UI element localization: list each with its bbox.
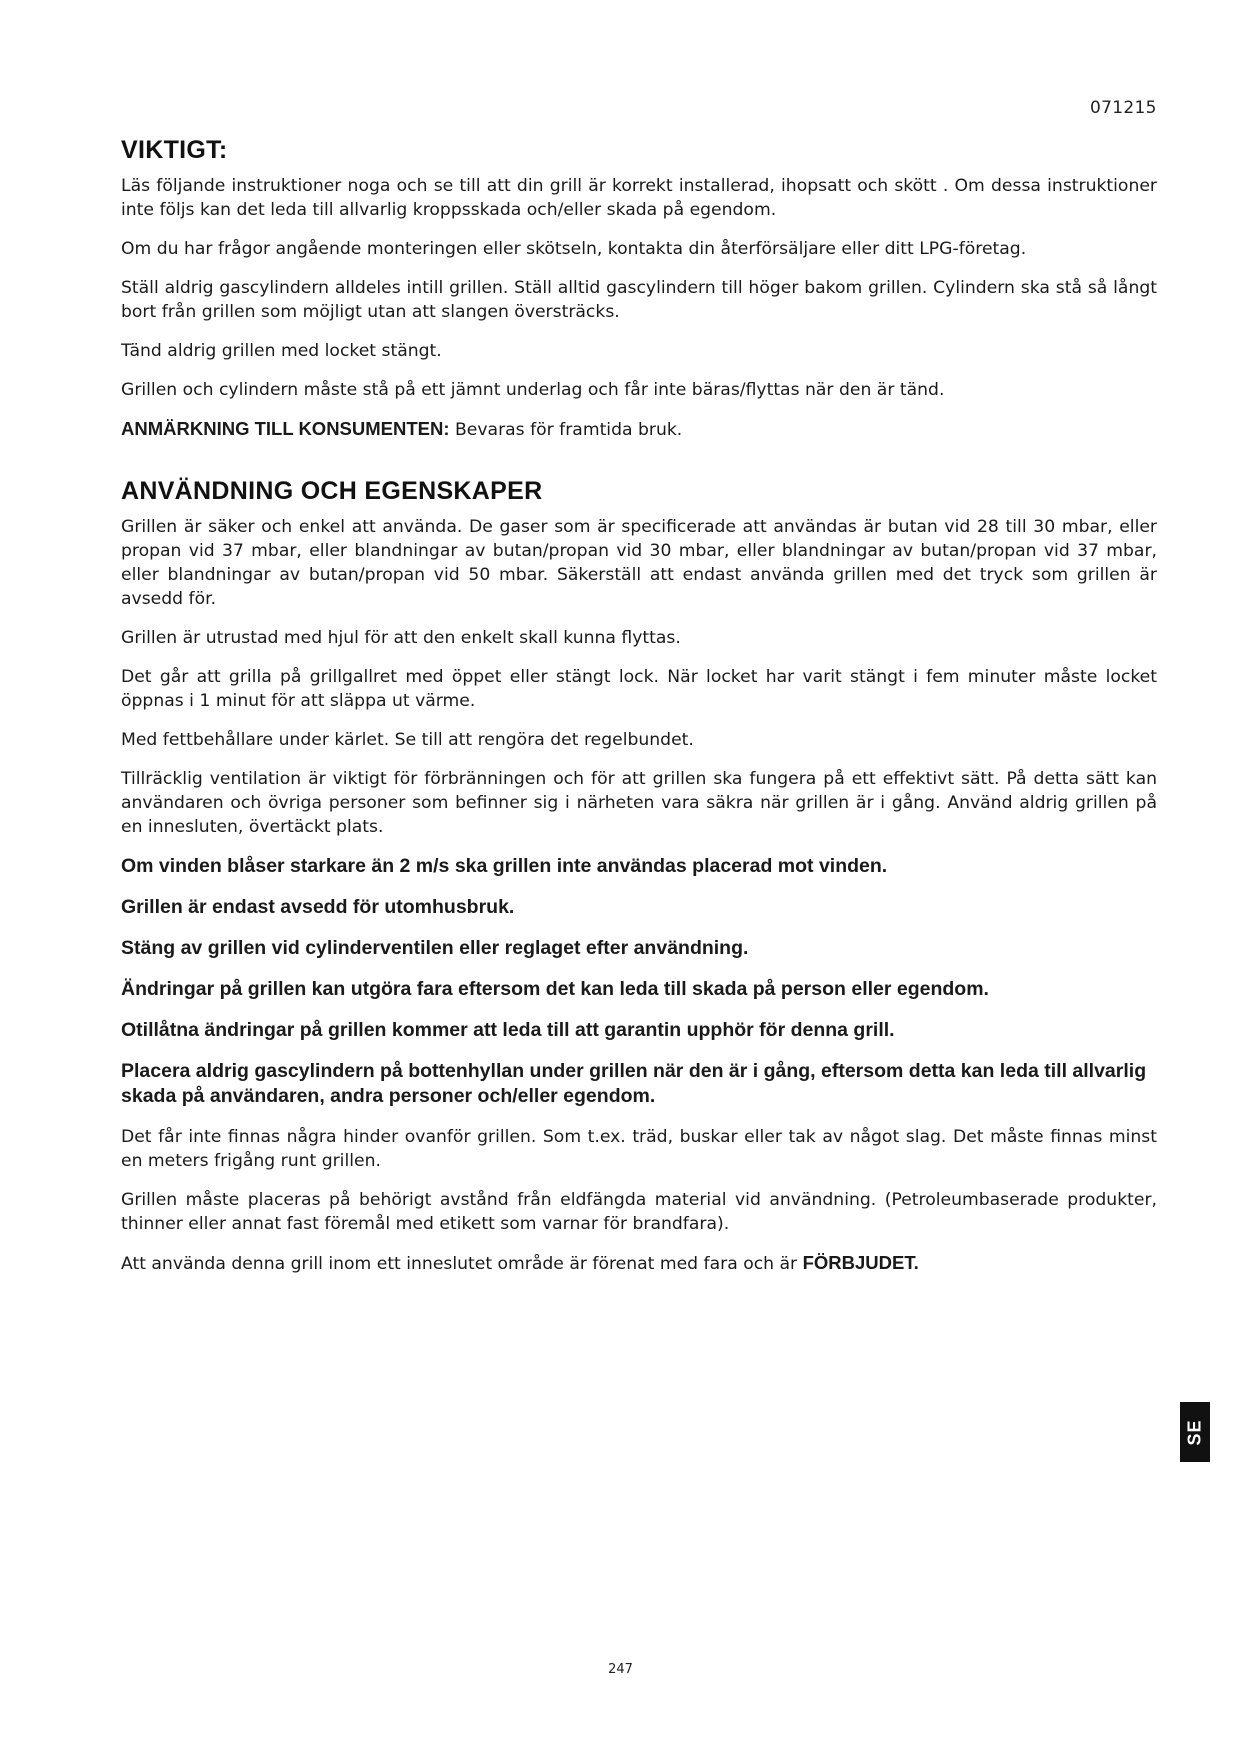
consumer-note [121, 417, 1157, 442]
paragraph: Ställ aldrig gascylindern alldeles intill grillen. Ställ alltid gascylindern till höger bakom grillen. Cylindern ska stå så långt bort från grillen som möjligt utan att slangen översträcks. [121, 278, 1157, 322]
paragraph: Grillen måste placeras på behörigt avstånd från eldfängda material vid användning. (Petroleumbaserade produkter, thinner eller annat fast föremål med etikett som varnar för brandfara). [121, 1190, 1157, 1234]
section-title-anvandning: ANVÄNDNING OCH EGENSKAPER [121, 477, 543, 505]
consumer-note-text: Bevaras för framtida bruk. [449, 420, 683, 440]
paragraph: Läs följande instruktioner noga och se till att din grill är korrekt installerad, ihopsatt och skött . Om dessa instruktioner inte följs kan det leda till allvarlig kroppsskada och/eller skada på egendom. [121, 176, 1157, 220]
prohibition-strong: FÖRBJUDET. [802, 1252, 919, 1273]
paragraph: Tillräcklig ventilation är viktigt för förbränningen och för att grillen ska fungera på ett effektivt sätt. På detta sätt kan användaren och övriga personer som befinner sig i närheten vara säkra när grillen är i gång. Använd aldrig grillen på en innesluten, övertäckt plats. [121, 769, 1157, 837]
prohibition-paragraph [121, 1251, 1157, 1276]
paragraph: Med fettbehållare under kärlet. Se till att rengöra det regelbundet. [121, 730, 694, 750]
section-viktigt [121, 136, 1157, 442]
safety-warning: Grillen är endast avsedd för utomhusbruk. [121, 896, 515, 918]
safety-warning: Placera aldrig gascylindern på bottenhyllan under grillen när den är i gång, eftersom detta kan leda till allvarlig skada på användaren, andra personer och/eller egendom. [121, 1060, 1147, 1107]
safety-warning: Ändringar på grillen kan utgöra fara eftersom det kan leda till skada på person eller egendom. [121, 978, 989, 1000]
paragraph: Det går att grilla på grillgallret med öppet eller stängt lock. När locket har varit stängt i fem minuter måste locket öppnas i 1 minut för att släppa ut värme. [121, 667, 1157, 711]
paragraph: Om du har frågor angående monteringen eller skötseln, kontakta din återförsäljare eller ditt LPG-företag. [121, 239, 1027, 259]
safety-warning: Otillåtna ändringar på grillen kommer att leda till att garantin upphör för denna grill. [121, 1019, 895, 1041]
paragraph: Grillen är utrustad med hjul för att den enkelt skall kunna flyttas. [121, 628, 681, 648]
section-anvandning [121, 477, 1157, 1276]
safety-warning: Om vinden blåser starkare än 2 m/s ska grillen inte användas placerad mot vinden. [121, 855, 888, 877]
paragraph: Det får inte finnas några hinder ovanför grillen. Som t.ex. träd, buskar eller tak av något slag. Det måste finnas minst en meters frigång runt grillen. [121, 1127, 1157, 1171]
prohibition-text: Att använda denna grill inom ett inneslutet område är förenat med fara och är [121, 1254, 803, 1274]
page-content [121, 130, 1157, 1291]
consumer-note-label: ANMÄRKNING TILL KONSUMENTEN: [121, 418, 450, 439]
document-code: 071215 [1090, 98, 1157, 118]
paragraph: Grillen och cylindern måste stå på ett jämnt underlag och får inte bäras/flyttas när den är tänd. [121, 380, 945, 400]
language-tab [1180, 1402, 1210, 1462]
language-tab-label: SE [1184, 1418, 1205, 1446]
section-title-viktigt: VIKTIGT: [121, 136, 228, 164]
safety-warning: Stäng av grillen vid cylinderventilen eller reglaget efter användning. [121, 937, 749, 959]
paragraph: Grillen är säker och enkel att använda. De gaser som är specificerade att användas är butan vid 28 till 30 mbar, eller propan vid 37 mbar, eller blandningar av butan/propan vid 30 mbar, eller blandningar av butan/propan vid 37 mbar, eller blandningar av butan/propan vid 50 mbar. Säkerställ att endast använda grillen med det tryck som grillen är avsedd för. [121, 517, 1157, 609]
page-number: 247 [608, 1662, 633, 1677]
paragraph: Tänd aldrig grillen med locket stängt. [121, 341, 442, 361]
